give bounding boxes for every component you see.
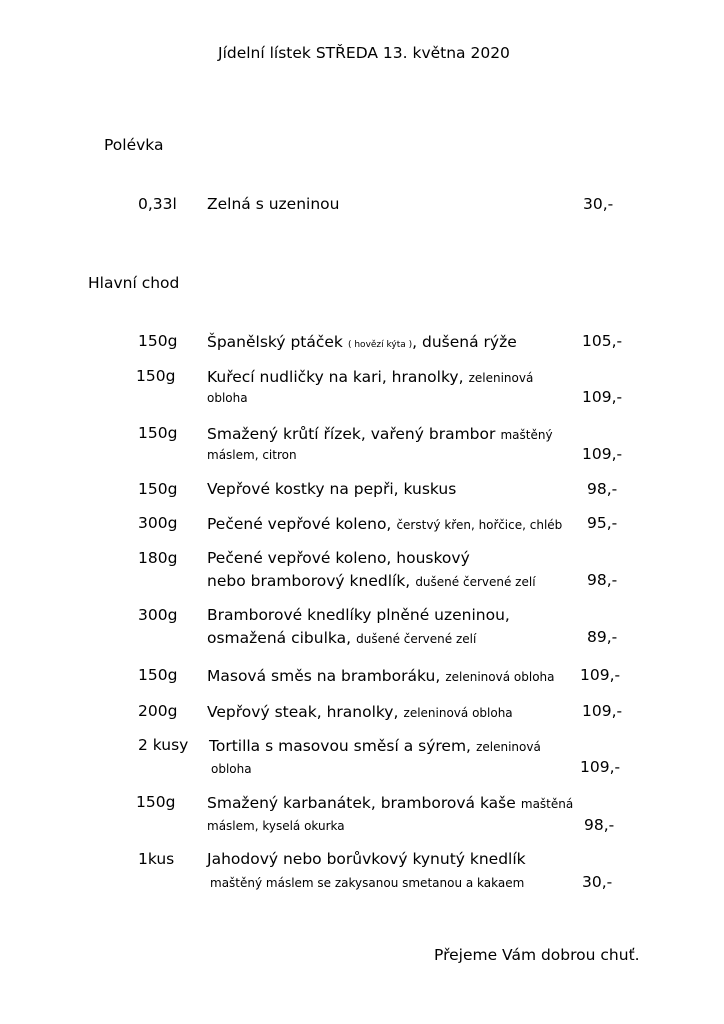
item-name-line bbox=[207, 793, 573, 812]
item-name: Pečené vepřové koleno, houskový bbox=[207, 549, 470, 567]
item-name-line bbox=[207, 367, 533, 386]
item-name: Vepřové kostky na pepři, kuskus bbox=[207, 480, 457, 498]
item-name: Smažený krůtí řízek, vařený brambor bbox=[207, 425, 496, 443]
item-name: Masová směs na bramboráku, bbox=[207, 667, 441, 685]
item-note: ( hovězí kýta ) bbox=[347, 340, 413, 350]
section-heading-soup: Polévka bbox=[104, 136, 164, 154]
item-price: 95,- bbox=[587, 514, 618, 532]
item-name-line bbox=[207, 571, 536, 590]
item-name: Vepřový steak, hranolky, bbox=[207, 703, 399, 721]
item-note-line: máslem, kyselá okurka bbox=[207, 819, 345, 833]
item-price: 98,- bbox=[587, 571, 618, 589]
item-price: 98,- bbox=[584, 816, 615, 834]
item-price: 109,- bbox=[582, 702, 623, 720]
item-name-rest: , dušená rýže bbox=[412, 333, 517, 351]
item-price: 30,- bbox=[582, 873, 613, 891]
item-quantity: 150g bbox=[138, 480, 178, 498]
item-note: zeleninová obloha bbox=[445, 670, 555, 684]
item-price: 30,- bbox=[583, 195, 614, 213]
item-name-line bbox=[207, 514, 562, 533]
item-price: 105,- bbox=[582, 332, 623, 350]
item-note: čerstvý křen, hořčice, chléb bbox=[396, 518, 563, 532]
item-name-line bbox=[207, 332, 517, 351]
item-name: Zelná s uzeninou bbox=[207, 195, 340, 213]
section-heading-main: Hlavní chod bbox=[88, 274, 180, 292]
item-price: 109,- bbox=[580, 666, 621, 684]
item-name-line bbox=[207, 628, 476, 647]
item-quantity: 0,33l bbox=[138, 195, 177, 213]
item-note: dušené červené zelí bbox=[415, 575, 536, 589]
item-name: Kuřecí nudličky na kari, hranolky, bbox=[207, 368, 464, 386]
item-quantity: 150g bbox=[136, 793, 176, 811]
item-note: dušené červené zelí bbox=[356, 632, 477, 646]
item-price: 109,- bbox=[580, 758, 621, 776]
item-name: Tortilla s masovou směsí a sýrem, bbox=[209, 737, 471, 755]
item-note: zeleninová obloha bbox=[403, 706, 513, 720]
item-quantity: 180g bbox=[138, 549, 178, 567]
item-name: Jahodový nebo borůvkový kynutý knedlík bbox=[207, 850, 526, 868]
item-quantity: 300g bbox=[138, 606, 178, 624]
closing-wish: Přejeme Vám dobrou chuť. bbox=[434, 946, 640, 964]
item-quantity: 200g bbox=[138, 702, 178, 720]
item-price: 109,- bbox=[582, 445, 623, 463]
item-price: 89,- bbox=[587, 628, 618, 646]
item-price: 98,- bbox=[587, 480, 618, 498]
item-quantity: 300g bbox=[138, 514, 178, 532]
item-name: Pečené vepřové koleno, bbox=[207, 515, 392, 533]
item-name-line bbox=[209, 736, 541, 755]
item-name-line bbox=[207, 702, 513, 721]
item-note: zeleninová bbox=[468, 371, 534, 385]
item-name: Španělský ptáček bbox=[207, 333, 343, 351]
item-note-line: obloha bbox=[211, 762, 252, 776]
item-quantity: 150g bbox=[138, 666, 178, 684]
item-name-line bbox=[207, 666, 555, 685]
item-quantity: 2 kusy bbox=[138, 736, 189, 754]
item-note: zeleninová bbox=[476, 740, 541, 754]
item-name: nebo bramborový knedlík, bbox=[207, 572, 411, 590]
item-price: 109,- bbox=[582, 388, 623, 406]
item-quantity: 1kus bbox=[138, 850, 175, 868]
item-name: Bramborové knedlíky plněné uzeninou, bbox=[207, 606, 510, 624]
item-quantity: 150g bbox=[138, 424, 178, 442]
item-quantity: 150g bbox=[138, 332, 178, 350]
item-name-line bbox=[207, 424, 553, 443]
item-note: maštěná bbox=[520, 797, 574, 811]
page-title: Jídelní lístek STŘEDA 13. května 2020 bbox=[218, 44, 510, 62]
item-name: Smažený karbanátek, bramborová kaše bbox=[207, 794, 516, 812]
item-note: maštěný bbox=[500, 428, 553, 442]
item-quantity: 150g bbox=[136, 367, 176, 385]
item-note-line: maštěný máslem se zakysanou smetanou a kakaem bbox=[210, 876, 525, 890]
item-name: osmažená cibulka, bbox=[207, 629, 352, 647]
item-note-line: obloha bbox=[207, 391, 248, 405]
item-note-line: máslem, citron bbox=[207, 448, 297, 462]
